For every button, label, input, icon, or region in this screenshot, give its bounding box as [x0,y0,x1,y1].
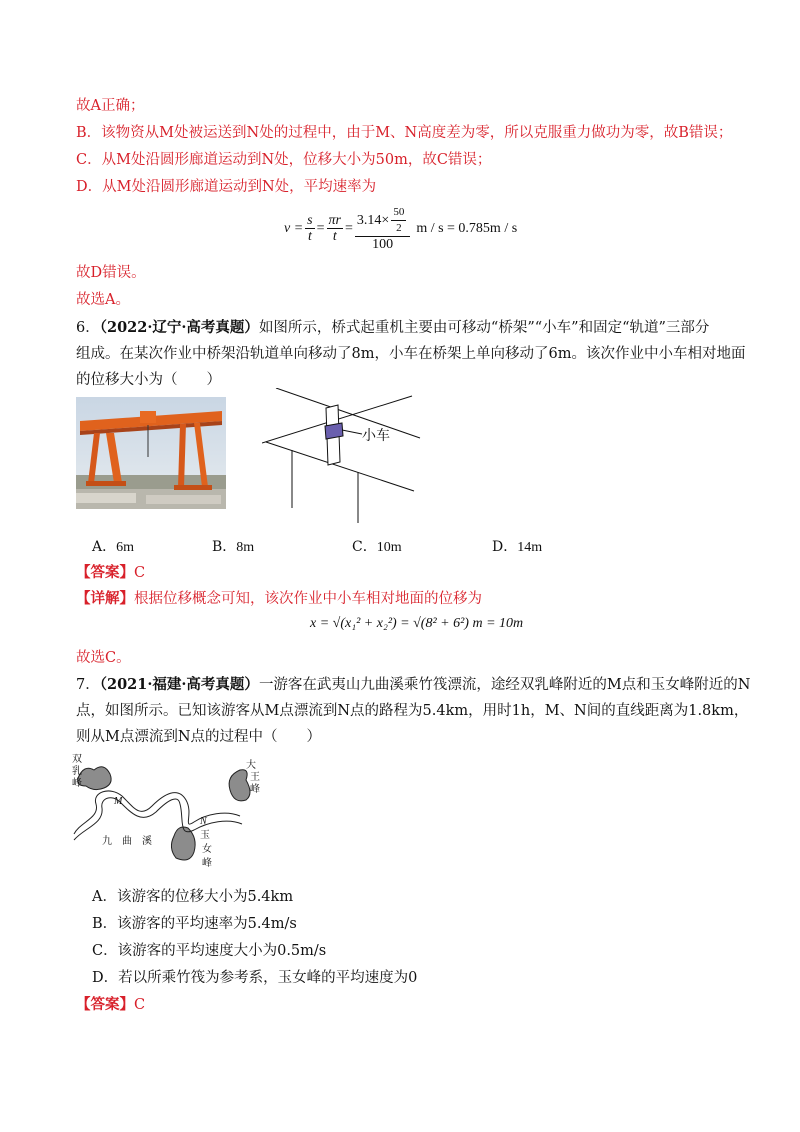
q6-answer: 【答案】C [76,564,146,581]
river-bank-upper [74,791,240,834]
shuangru-peak [78,767,111,790]
q6-detail: 【详解】根据位移概念可知，该次作业中小车相对地面的位移为 [76,590,482,607]
q6-option-d[interactable]: D．14m [492,539,543,555]
crane-diagram [262,388,432,528]
shuangru-label-1: 双 [72,754,82,765]
q6-stem-line-3: 的位移大小为（ ） [76,372,221,388]
q5-line-c: C．从M处沿圆形廊道运动到N处，位移大小为50m，故C错误； [76,152,492,168]
dawang-label-2: 王 [250,772,260,783]
trolley-box [325,423,343,439]
q6-option-c[interactable]: C．10m [352,539,402,555]
q7-stem-line-1: 7．（2021·福建·高考真题）一游客在武夷山九曲溪乘竹筏漂流，途经双乳峰附近的M点和玉女峰附近的N [76,676,751,693]
q6-stem-line-1: 6．（2022·辽宁·高考真题）如图所示，桥式起重机主要由可移动“桥架”“小车”和固定“轨道”三部分 [76,319,710,336]
q7-option-c[interactable]: C．该游客的平均速度大小为0.5m/s [92,943,327,959]
q6-option-b[interactable]: B．8m [212,539,255,555]
yunu-label-1: 玉 [200,830,210,841]
point-n-label: N [200,816,207,827]
q7-option-a[interactable]: A．该游客的位移大小为5.4km [92,889,294,905]
q7-source: （2021·福建·高考真题） [99,676,259,693]
q5-line-b: B．该物资从M处被运送到N处的过程中，由于M、N高度差为零，所以克服重力做功为零，故B错误； [76,125,733,141]
q7-option-b[interactable]: B．该游客的平均速率为5.4m/s [92,916,297,932]
q6-stem-line-2: 组成。在某次作业中桥架沿轨道单向移动了8m，小车在桥架上单向移动了6m。该次作业中小车相对地面 [76,346,746,362]
q5-average-speed-formula: v = $\frac{s}{t}$ = $\frac{\pi r}{t}$ = 3.14× $\frac{50}{2}$ 100 m / s = 0.785m / s [284,206,518,252]
dawang-peak [229,770,250,801]
q6-displacement-formula: x = √(x₁² + x₂²) = √(8² + 6²) m = 10m [310,616,524,631]
rail-top-line [276,388,420,438]
yunu-label-3: 峰 [202,858,212,869]
dawang-label-1: 大 [246,760,256,771]
trolley-pointer [342,430,362,434]
q5-line-a: 故A正确； [76,98,145,114]
q7-answer: 【答案】C [76,996,146,1013]
q5-choose: 故选A。 [76,292,130,308]
shuangru-label-2: 乳 [72,766,82,777]
yunu-peak [171,827,195,860]
jiuqu-river-map [70,752,270,880]
q5-line-d-wrong: 故D错误。 [76,265,146,281]
river-bank-lower [74,798,242,840]
q5-line-d: D．从M处沿圆形廊道运动到N处，平均速率为 [76,179,377,195]
shuangru-label-3: 峰 [72,778,82,789]
q7-option-d[interactable]: D．若以所乘竹筏为参考系，玉女峰的平均速度为0 [92,970,418,986]
trolley-label: 小车 [362,428,390,444]
q7-stem-line-3: 则从M点漂流到N点的过程中（ ） [76,729,322,745]
crane-photo [76,397,226,509]
jiuqu-label: 九 曲 溪 [102,836,152,847]
q6-source: （2022·辽宁·高考真题） [99,319,259,336]
q6-option-a[interactable]: A．6m [92,539,135,555]
dawang-label-3: 峰 [250,784,260,795]
q7-stem-line-2: 点，如图所示。已知该游客从M点漂流到N点的路程为5.4km，用时1h，M、N间的直线距离为1.8km， [76,703,749,719]
point-m-label: M [114,796,123,807]
yunu-label-2: 女 [202,844,212,855]
q6-choose: 故选C。 [76,650,131,666]
